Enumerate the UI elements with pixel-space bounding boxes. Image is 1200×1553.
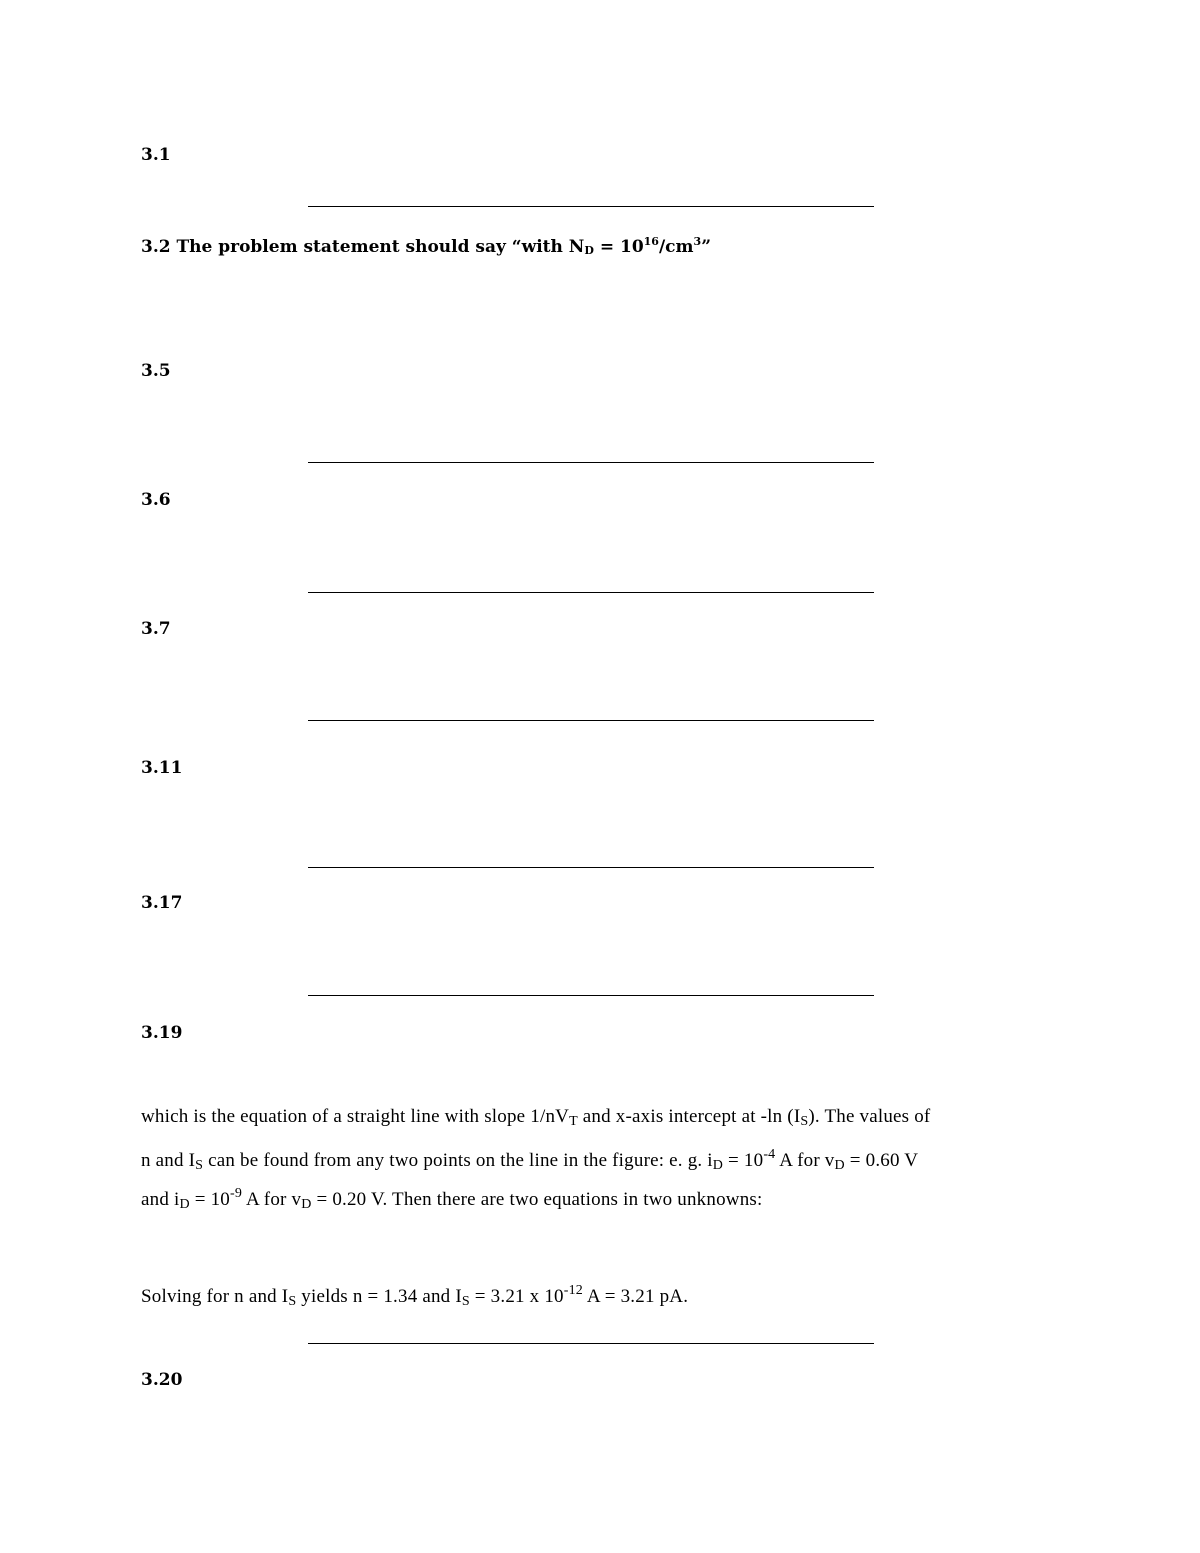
subscript: D	[834, 1158, 845, 1173]
subscript: S	[800, 1114, 809, 1129]
text-run: ). The values of	[808, 1106, 931, 1127]
section-divider	[308, 720, 874, 721]
section-3-11-heading: 3.11	[141, 758, 183, 778]
section-divider	[308, 995, 874, 996]
subscript: T	[569, 1114, 578, 1129]
subscript: S	[288, 1294, 297, 1309]
section-3-2-mid: = 10	[593, 237, 644, 257]
superscript: -12	[563, 1283, 583, 1298]
text-run: A = 3.21 pA.	[583, 1286, 689, 1307]
text-run: and i	[141, 1189, 180, 1210]
section-3-2-text: 3.2 The problem statement should say “with N	[141, 237, 585, 257]
section-3-2-close-quote: ”	[701, 237, 711, 257]
exponent-16: 16	[643, 235, 659, 248]
subscript: S	[461, 1294, 470, 1309]
text-run: = 0.20 V. Then there are two equations in two unknowns:	[311, 1189, 763, 1210]
text-run: and x-axis intercept at -ln (I	[577, 1106, 801, 1127]
text-run: A for v	[775, 1150, 835, 1171]
subscript: D	[179, 1197, 190, 1212]
paragraph-line-4	[141, 1279, 688, 1314]
section-3-20-heading: 3.20	[141, 1370, 183, 1390]
text-run: = 3.21 x 10	[469, 1286, 564, 1307]
text-run: yields n = 1.34 and I	[296, 1286, 462, 1307]
section-3-17-heading: 3.17	[141, 893, 183, 913]
nd-subscript: D	[584, 244, 594, 257]
section-divider	[308, 867, 874, 868]
subscript: D	[301, 1197, 312, 1212]
section-divider	[308, 592, 874, 593]
section-3-6-heading: 3.6	[141, 490, 171, 510]
text-run: = 0.60 V	[844, 1150, 919, 1171]
section-divider	[308, 206, 874, 207]
section-divider	[308, 462, 874, 463]
section-3-7-heading: 3.7	[141, 619, 171, 639]
subscript: S	[195, 1158, 204, 1173]
paragraph-line-3	[141, 1182, 762, 1217]
section-3-2-unit: /cm	[658, 237, 694, 257]
text-run: A for v	[242, 1189, 302, 1210]
text-run: = 10	[189, 1189, 230, 1210]
paragraph-line-2	[141, 1143, 918, 1178]
text-run: can be found from any two points on the line in the figure: e. g. i	[203, 1150, 713, 1171]
paragraph-line-1	[141, 1105, 930, 1134]
text-run: Solving for n and I	[141, 1286, 289, 1307]
superscript: -4	[763, 1147, 776, 1162]
text-run: n and I	[141, 1150, 196, 1171]
text-run: = 10	[723, 1150, 764, 1171]
section-3-1-heading: 3.1	[141, 145, 171, 165]
exponent-3: 3	[693, 235, 702, 248]
superscript: -9	[230, 1186, 243, 1201]
section-3-19-heading: 3.19	[141, 1023, 183, 1043]
subscript: D	[712, 1158, 724, 1173]
section-3-2-heading	[141, 232, 711, 261]
text-run: which is the equation of a straight line with slope 1/nV	[141, 1106, 570, 1127]
section-divider	[308, 1343, 874, 1344]
section-3-5-heading: 3.5	[141, 361, 171, 381]
